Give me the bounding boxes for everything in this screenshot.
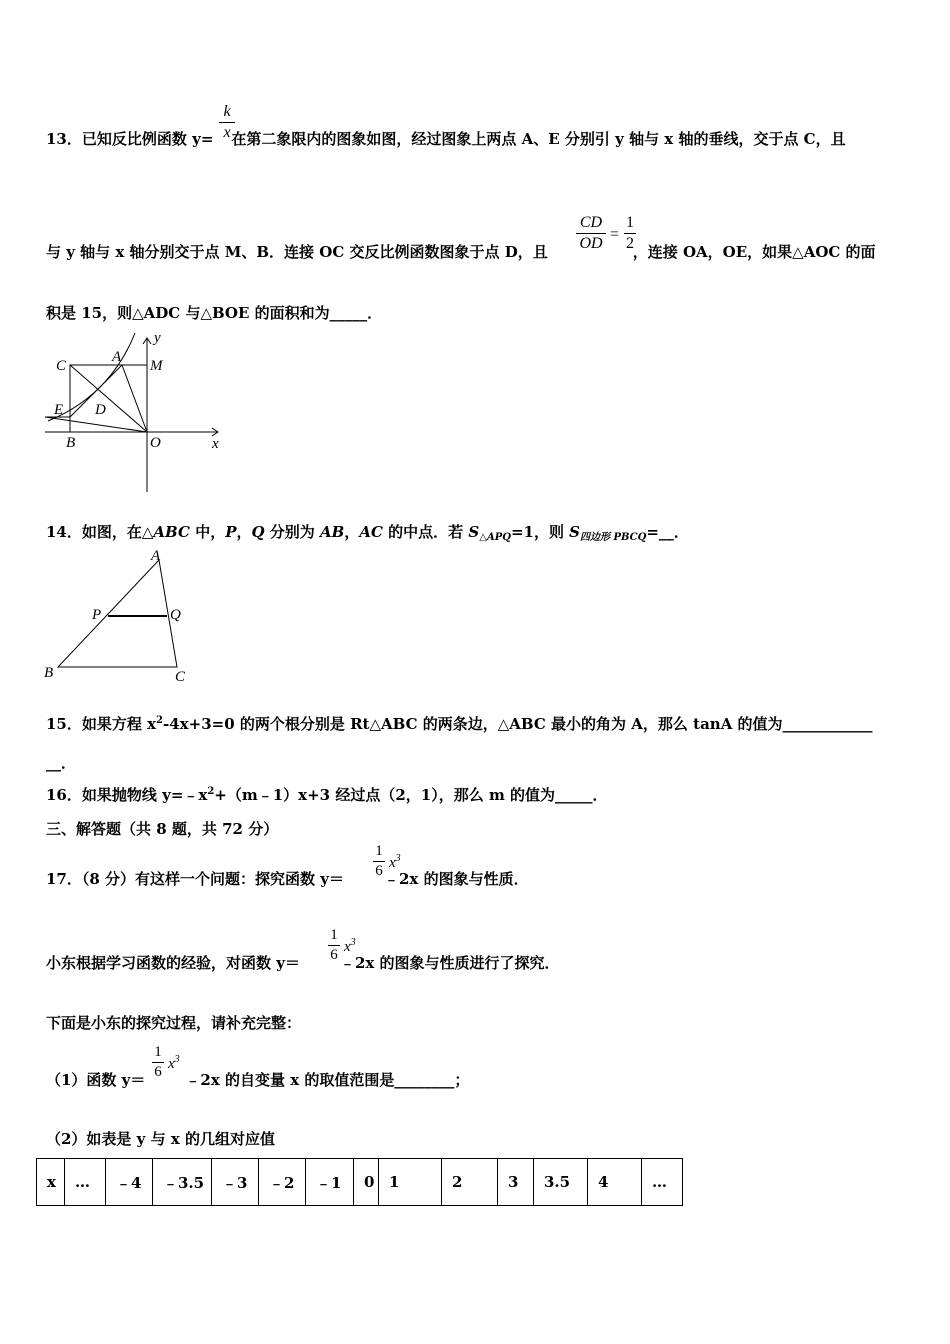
q14-text-2: 中， [189,523,226,541]
q14-ac: AC [359,523,383,541]
fraction-numerator: 1 [330,927,338,943]
label-M: M [150,358,163,374]
fraction-bar [328,945,340,946]
q15-text-c: __． [46,754,77,772]
q13-text-e: 积是 15，则△ADC 与△BOE 的面积和为_____． [46,304,383,322]
q17-line-2-b: ﹣2x 的图象与性质进行了探究． [339,954,560,972]
q16-line [46,784,608,805]
q17-power-3 [168,1054,180,1073]
table-cell: ﹣3.5 [153,1159,212,1206]
q17-line-2-a: 小东根据学习函数的经验，对函数 y＝ [46,954,300,972]
section-heading-text: 三、解答题（共 8 题，共 72 分） [46,820,279,838]
q13-figure [40,328,230,498]
fraction-denominator: 6 [330,947,338,963]
q13-text-b: 在第二象限内的图象如图，经过图象上两点 A、E 分别引 y 轴与 x 轴的垂线，交于点 C，且 [231,130,846,148]
q14-text-7: =1，则 [510,523,570,541]
q17-part-1 [46,1069,469,1090]
label-B: B [66,435,76,451]
q17-part-1-b: ﹣2x 的自变量 x 的取值范围是________； [185,1071,470,1089]
q13-text-c: 与 y 轴与 x 轴分别交于点 M、B．连接 OC 交反比例函数图象于点 D，且 [46,243,548,261]
q14-abc: ABC [153,523,190,541]
fraction-numerator: 1 [154,1044,162,1060]
label-C: C [175,669,186,685]
q16-superscript: 2 [207,786,215,797]
q13-ratio-one-half [624,214,636,253]
power-exponent: 3 [174,1054,180,1065]
q14-figure [40,545,200,685]
q14-ab: AB [320,523,345,541]
q17-intro-b: ﹣2x 的图象与性质． [383,870,529,888]
table-cell: ﹣4 [106,1159,153,1206]
label-E: E [54,402,64,418]
power-exponent: 3 [350,937,356,948]
fraction-denominator: x [223,124,231,141]
table-cell: 0 [354,1159,379,1206]
q13-text-d: ，连接 OA，OE，如果△AOC 的面 [632,243,876,261]
q13-ratio-equals [610,226,619,244]
table-cell: … [642,1159,683,1206]
values-table [36,1158,683,1206]
q14-s2-subscript: 四边形 PBCQ [580,532,647,543]
fraction-bar [624,233,636,234]
q17-part-2 [46,1128,275,1149]
ratio-numerator: CD [579,214,603,231]
q17-power-1 [389,853,401,872]
segment-oa [122,365,147,432]
q13-fraction-k-over-x [219,103,235,142]
q15-line-1 [46,713,873,734]
fraction-denominator: 6 [375,863,383,879]
q14-p: P [225,523,237,541]
q14-s1: S [468,523,480,541]
q16-text-b: +（m﹣1）x+3 经过点（2，1），那么 m 的值为_____． [214,786,608,804]
label-P: P [92,607,102,623]
label-C: C [56,358,67,374]
table-cell: 1 [379,1159,442,1206]
ratio-denominator: OD [579,235,603,252]
q15-line-2 [46,752,76,773]
q17-fraction-3 [152,1044,164,1081]
label-O: O [150,435,161,451]
q17-part-2-text: （2）如表是 y 与 x 的几组对应值 [46,1130,275,1148]
fraction-bar [576,233,606,234]
q17-intro [46,868,529,889]
q17-line-3-text: 下面是小东的探究过程，请补充完整： [46,1014,302,1032]
q14-s2: S [569,523,581,541]
fraction-bar [219,122,235,123]
equals-sign: = [610,226,620,243]
q15-text-a: 15．如果方程 x [46,715,157,733]
q15-superscript: 2 [156,715,164,726]
q14-text-6: 的中点．若 [382,523,469,541]
triangle-abc [58,560,177,667]
q17-fraction-2 [328,927,340,964]
power-base: x [344,939,351,955]
q15-text-b: -4x+3=0 的两个根分别是 Rt△ABC 的两条边，△ABC 最小的角为 A，那么 tanA 的值为____________ [163,715,873,733]
q14-line [46,521,689,543]
table-cell: 3.5 [534,1159,588,1206]
label-Q: Q [170,607,181,623]
table-cell: 3 [498,1159,534,1206]
table-cell: … [65,1159,106,1206]
q17-line-3 [46,1012,301,1033]
power-exponent: 3 [395,853,401,864]
q17-line-2 [46,952,560,973]
fraction-denominator: 2 [626,235,634,252]
q17-intro-a: 17．（8 分）有这样一个问题：探究函数 y＝ [46,870,344,888]
table-row [37,1159,683,1206]
label-A: A [151,548,161,564]
label-A: A [112,349,122,365]
q13-line-3 [46,302,382,323]
table-cell: ﹣3 [212,1159,259,1206]
fraction-bar [373,861,385,862]
table-cell: 2 [442,1159,498,1206]
q13-line-2 [46,241,876,262]
label-x: x [212,436,219,452]
q14-text-8: =__． [646,523,689,541]
q14-s1-subscript: △APQ [479,532,511,543]
q16-text-a: 16．如果抛物线 y=﹣x [46,786,208,804]
fraction-denominator: 6 [154,1064,162,1080]
power-base: x [389,855,396,871]
q17-power-2 [344,937,356,956]
label-B: B [44,665,54,681]
power-base: x [168,1056,175,1072]
fraction-numerator: k [223,103,231,120]
q13-ratio-cd-od [576,214,606,253]
q14-q: Q [251,523,265,541]
q14-text-4: 分别为 [264,523,321,541]
section-heading [46,818,278,839]
q14-text-3: ， [236,523,252,541]
fraction-bar [152,1062,164,1063]
table-cell: x [37,1159,65,1206]
label-y: y [154,330,161,346]
q14-text-5: ， [344,523,360,541]
q17-part-1-a: （1）函数 y＝ [46,1071,146,1089]
table-cell: ﹣2 [259,1159,306,1206]
table-cell: ﹣1 [306,1159,354,1206]
q17-fraction-1 [373,843,385,880]
table-cell: 4 [588,1159,642,1206]
fraction-numerator: 1 [375,843,383,859]
q14-text-1: 14．如图，在△ [46,523,154,541]
fraction-numerator: 1 [626,214,634,231]
q13-text-a: 13．已知反比例函数 y= [46,130,214,148]
q13-line-1 [46,128,846,149]
label-D: D [95,402,106,418]
